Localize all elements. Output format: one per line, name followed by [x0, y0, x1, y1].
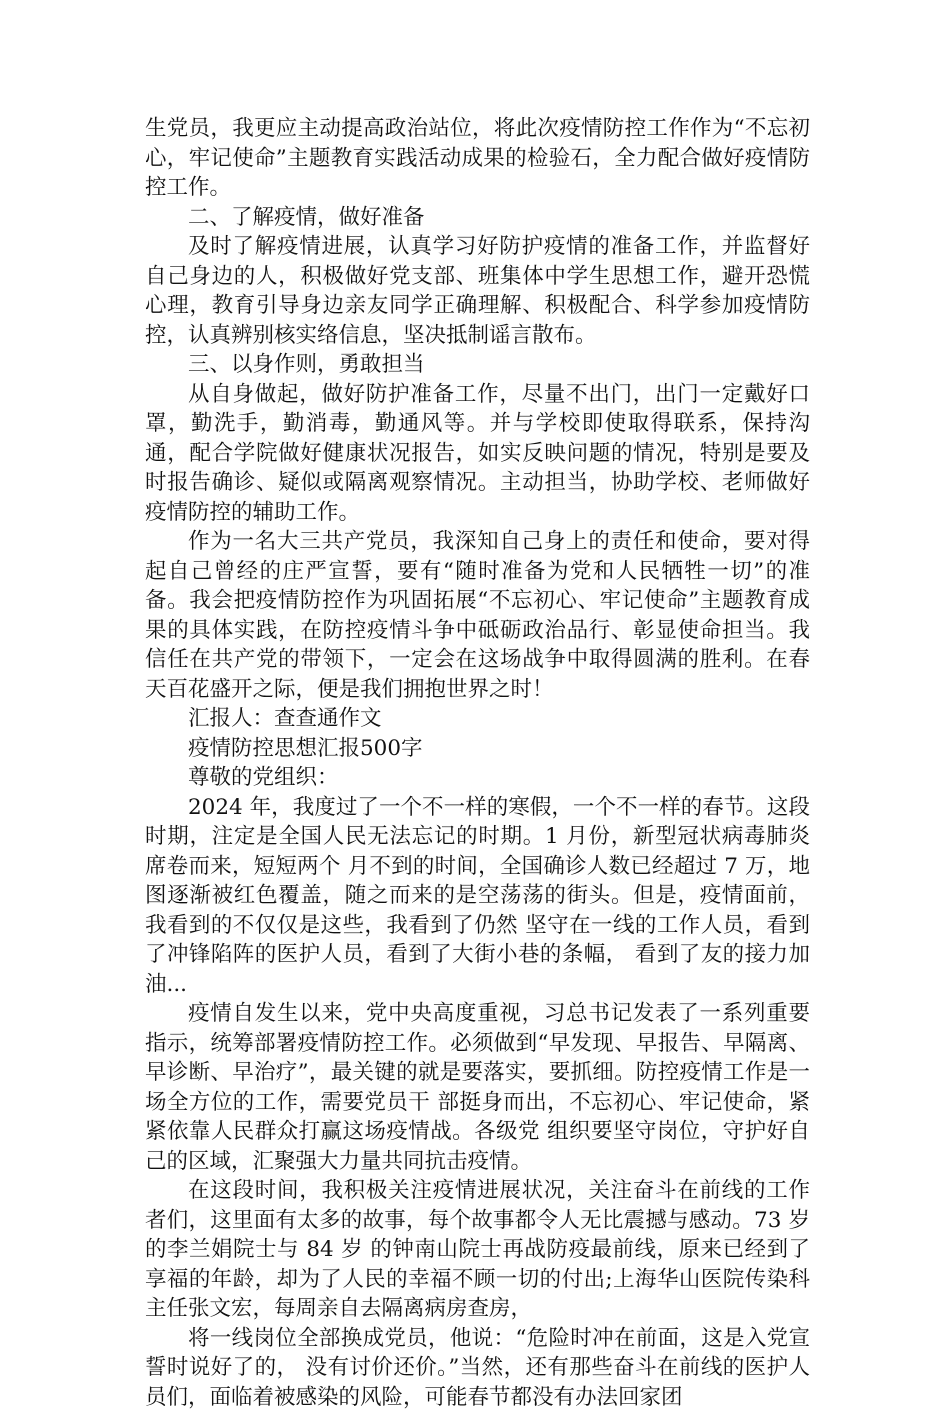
paragraph: 从自身做起，做好防护准备工作，尽量不出门，出门一定戴好口罩，勤洗手，勤消毒，勤通风等。并与学校即使取得联系，保持沟通，配合学院做好健康状况报告，如实反映问题的情况，特别是要及时报告确诊、疑似或隔离观察情况。主动担当，协助学校、老师做好疫情防控的辅助工作。 — [145, 380, 810, 528]
paragraph: 生党员，我更应主动提高政治站位，将此次疫情防控工作作为“不忘初心，牢记使命”主题教育实践活动成果的检验石，全力配合做好疫情防控工作。 — [145, 114, 810, 203]
paragraph: 作为一名大三共产党员，我深知自己身上的责任和使命，要对得起自己曾经的庄严宣誓，要有“随时准备为党和人民牺牲一切”的准备。我会把疫情防控作为巩固拓展“不忘初心、牢记使命”主题教育成果的具体实践，在防控疫情斗争中砥砺政治品行、彰显使命担当。我信任在共产党的带领下，一定会在这场战争中取得圆满的胜利。在春天百花盛开之际，便是我们拥抱世界之时！ — [145, 527, 810, 704]
signature-line: 汇报人：查查通作文 — [145, 704, 810, 734]
salutation: 尊敬的党组织： — [145, 763, 810, 793]
paragraph: 在这段时间，我积极关注疫情进展状况，关注奋斗在前线的工作者们，这里面有太多的故事，每个故事都令人无比震撼与感动。73 岁的李兰娟院士与 84 岁 的钟南山院士再战防疫最前线，原来已经到了享福的年龄，却为了人民的幸福不顾一切的付出;上海华山医院传染科主任张文宏，每周亲自去隔离病房查房， — [145, 1176, 810, 1324]
paragraph: 将一线岗位全部换成党员，他说：“危险时冲在前面，这是入党宣誓时说好了的， 没有讨价还价。”当然，还有那些奋斗在前线的医护人员们，面临着被感染的风险，可能春节都没有办法回家团 — [145, 1324, 810, 1412]
document-title: 疫情防控思想汇报500字 — [145, 734, 810, 764]
section-heading: 三、以身作则，勇敢担当 — [145, 350, 810, 380]
paragraph: 疫情自发生以来，党中央高度重视，习总书记发表了一系列重要指示，统筹部署疫情防控工作。必须做到“早发现、早报告、早隔离、早诊断、早治疗”，最关键的就是要落实，要抓细。防控疫情工作是一场全方位的工作，需要党员干 部挺身而出，不忘初心、牢记使命，紧紧依靠人民群众打赢这场疫情战。各级党 组织要坚守岗位，守护好自己的区域，汇聚强大力量共同抗击疫情。 — [145, 999, 810, 1176]
document-page — [145, 114, 810, 1412]
paragraph: 2024 年，我度过了一个不一样的寒假，一个不一样的春节。这段时期，注定是全国人民无法忘记的时期。1 月份，新型冠状病毒肺炎席卷而来，短短两个 月不到的时间，全国确诊人数已经超过 7 万，地图逐渐被红色覆盖，随之而来的是空荡荡的街头。但是，疫情面前，我看到的不仅仅是这些，我看到了仍然 坚守在一线的工作人员，看到了冲锋陷阵的医护人员，看到了大街小巷的条幅， 看到了友的接力加油... — [145, 793, 810, 1000]
paragraph: 及时了解疫情进展，认真学习好防护疫情的准备工作，并监督好自己身边的人，积极做好党支部、班集体中学生思想工作，避开恐慌心理，教育引导身边亲友同学正确理解、积极配合、科学参加疫情防控，认真辨别核实络信息，坚决抵制谣言散布。 — [145, 232, 810, 350]
section-heading: 二、了解疫情，做好准备 — [145, 203, 810, 233]
